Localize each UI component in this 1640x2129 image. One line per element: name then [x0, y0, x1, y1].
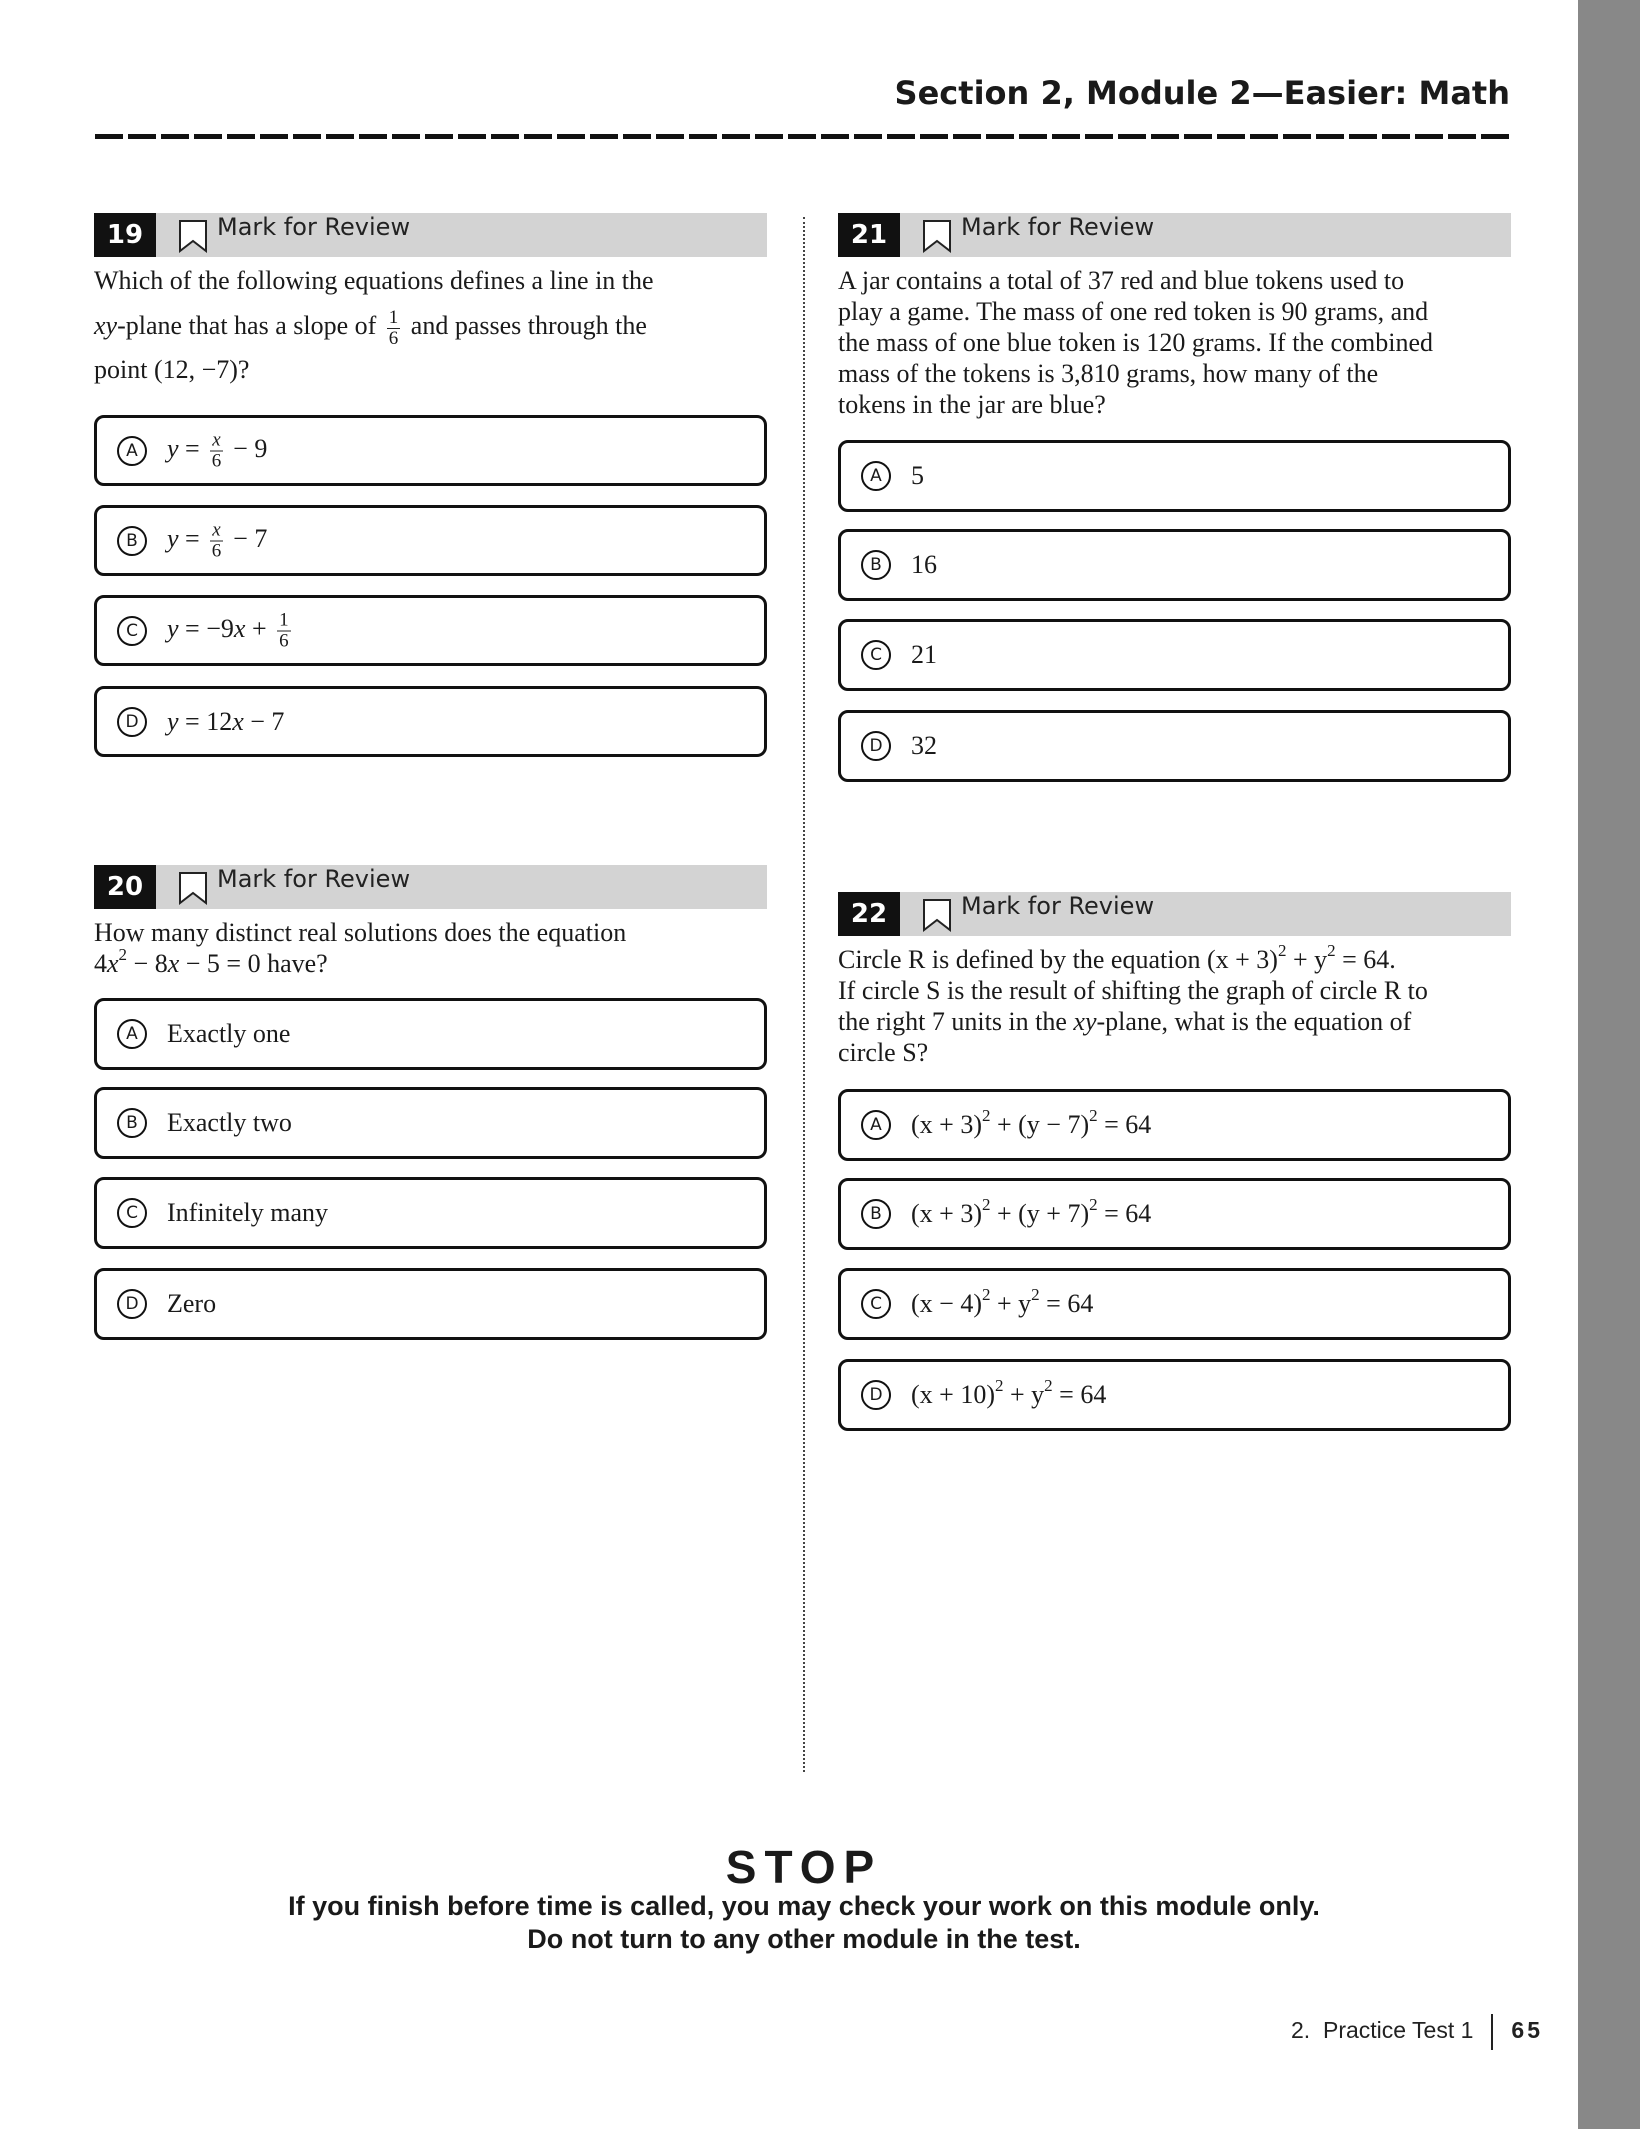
text: =: [185, 706, 200, 736]
math: + (y + 7): [996, 1199, 1090, 1228]
answer-option-A[interactable]: [94, 998, 767, 1070]
stop-heading: STOP: [725, 1841, 883, 1893]
fraction: [210, 520, 222, 561]
text: +: [251, 613, 267, 643]
exponent: 2: [981, 1106, 991, 1125]
numerator: 1: [279, 609, 289, 630]
math: (x − 4): [911, 1289, 982, 1318]
fraction: [210, 430, 222, 471]
question-text-22: [838, 941, 1428, 1068]
text: Circle R is defined by the equation: [838, 945, 1201, 974]
option-letter: D: [861, 1380, 891, 1410]
answer-option-A[interactable]: [838, 1089, 1511, 1161]
text: -plane, what is the equation of: [1096, 1007, 1412, 1036]
question-number: 20: [94, 865, 156, 909]
bookmark-icon[interactable]: [922, 898, 952, 932]
math: (x + 3): [911, 1110, 982, 1139]
question-line: circle S?: [838, 1038, 929, 1067]
answer-option-C[interactable]: [838, 619, 1511, 691]
math-var: xy: [94, 311, 118, 340]
option-letter: C: [861, 1289, 891, 1319]
page-number: 65: [1511, 2017, 1543, 2044]
option-text: [911, 1106, 1152, 1140]
math-var: y: [167, 613, 179, 643]
fraction: [387, 308, 401, 349]
question-text-21: [838, 265, 1433, 420]
answer-option-C[interactable]: [94, 1177, 767, 1249]
math-var: y: [167, 433, 179, 463]
text: and passes through the: [410, 311, 647, 340]
header-dashed-rule: [95, 134, 1510, 139]
footer-separator: [1491, 2014, 1493, 2050]
text: − 9: [233, 433, 268, 463]
bookmark-icon[interactable]: [178, 219, 208, 253]
option-text: 21: [911, 640, 937, 669]
option-text: [167, 430, 267, 471]
question-line: [838, 1006, 1428, 1037]
option-letter: C: [117, 1198, 147, 1228]
math: (x + 3): [1206, 945, 1278, 974]
exponent: 2: [1327, 941, 1336, 960]
math-var: x: [107, 949, 119, 978]
option-text: [911, 1376, 1107, 1410]
option-text: [167, 707, 284, 737]
answer-option-B[interactable]: [838, 529, 1511, 601]
answer-option-A[interactable]: [838, 440, 1511, 512]
math-var: x: [167, 949, 180, 978]
option-text: Exactly one: [167, 1019, 291, 1048]
question-header-20: [94, 865, 767, 909]
numerator: 1: [388, 306, 399, 328]
bookmark-icon[interactable]: [922, 219, 952, 253]
math: + y: [1292, 945, 1328, 974]
math-var: x: [232, 706, 244, 736]
answer-option-A[interactable]: [94, 415, 767, 486]
mark-for-review-button[interactable]: Mark for Review: [217, 865, 411, 893]
text: =: [185, 523, 200, 553]
exponent: 2: [1044, 1376, 1053, 1395]
option-text: 32: [911, 731, 937, 760]
question-line: play a game. The mass of one red token is 90 grams, and: [838, 297, 1429, 326]
text: the right 7 units in the: [838, 1007, 1067, 1036]
math: + (y − 7): [996, 1110, 1090, 1139]
question-line: [94, 306, 654, 349]
exponent: 2: [994, 1376, 1004, 1395]
option-text: Zero: [167, 1289, 217, 1318]
question-number: 22: [838, 892, 900, 936]
text: =: [185, 433, 200, 463]
text: − 8: [133, 949, 168, 978]
question-header-21: [838, 213, 1511, 257]
question-number: 19: [94, 213, 156, 257]
text: 12: [206, 706, 233, 736]
numerator: x: [212, 519, 221, 540]
text: − 5 = 0 have?: [185, 949, 328, 978]
chapter-label: 2. Practice Test 1: [1291, 2017, 1474, 2044]
question-line: the mass of one blue token is 120 grams. If the combined: [838, 328, 1433, 357]
page-edge-bar: [1578, 0, 1640, 2129]
answer-option-C[interactable]: [838, 1268, 1511, 1340]
answer-option-D[interactable]: [838, 710, 1511, 782]
option-letter: A: [861, 461, 891, 491]
math: = 64: [1104, 1199, 1152, 1228]
question-line: How many distinct real solutions does the equation: [94, 918, 627, 947]
exponent: 2: [1089, 1106, 1098, 1125]
denominator: 6: [211, 450, 222, 471]
option-letter: C: [861, 640, 891, 670]
question-line: point (12, −7)?: [94, 355, 250, 384]
column-divider: [803, 217, 805, 1772]
option-text: Infinitely many: [167, 1198, 329, 1227]
question-line: tokens in the jar are blue?: [838, 390, 1106, 419]
text: − 7: [250, 706, 285, 736]
question-text-20: [94, 917, 626, 979]
option-letter: A: [117, 436, 147, 466]
answer-option-B[interactable]: [94, 1087, 767, 1159]
exponent: 2: [981, 1195, 991, 1214]
answer-option-D[interactable]: [94, 686, 767, 757]
math: (x + 3): [911, 1199, 982, 1228]
page-footer: [1291, 2014, 1543, 2050]
answer-option-D[interactable]: [838, 1359, 1511, 1431]
option-letter: B: [861, 1199, 891, 1229]
answer-option-B[interactable]: [838, 1178, 1511, 1250]
math-var: y: [167, 706, 179, 736]
exponent: 2: [981, 1285, 991, 1304]
math: = 64: [1059, 1380, 1107, 1409]
math-var: xy: [1073, 1007, 1097, 1036]
option-text: [167, 520, 267, 561]
math: = 64: [1104, 1110, 1152, 1139]
text: −9: [206, 613, 234, 643]
answer-option-D[interactable]: [94, 1268, 767, 1340]
mark-for-review-button[interactable]: Mark for Review: [961, 892, 1155, 920]
denominator: 6: [211, 540, 222, 561]
exponent: 2: [1031, 1285, 1040, 1304]
option-text: 16: [911, 550, 937, 579]
math: (x + 10): [911, 1380, 995, 1409]
question-line: [838, 941, 1428, 975]
option-letter: D: [861, 731, 891, 761]
option-text: 5: [911, 461, 924, 490]
option-letter: A: [117, 1019, 147, 1049]
question-header-19: [94, 213, 767, 257]
math: + y: [1009, 1380, 1045, 1409]
option-text: [911, 1195, 1152, 1229]
math-var: x: [233, 613, 246, 643]
exponent: 2: [118, 945, 128, 964]
numerator: x: [212, 429, 221, 450]
answer-option-B[interactable]: [94, 505, 767, 576]
stop-instruction: Do not turn to any other module in the test.: [527, 1924, 1081, 1954]
option-letter: A: [861, 1110, 891, 1140]
text: =: [185, 613, 200, 643]
answer-option-C[interactable]: [94, 595, 767, 666]
bookmark-icon[interactable]: [178, 871, 208, 905]
exponent: 2: [1089, 1195, 1098, 1214]
option-letter: B: [861, 550, 891, 580]
question-text-19: [94, 265, 654, 385]
exponent: 2: [1277, 941, 1287, 960]
section-title: Section 2, Module 2—Easier: Math: [894, 74, 1510, 112]
option-letter: C: [117, 616, 147, 646]
text: − 7: [233, 523, 268, 553]
text: 4: [94, 949, 107, 978]
option-text: [911, 1285, 1094, 1319]
stop-instruction: If you finish before time is called, you may check your work on this module only.: [288, 1891, 1320, 1921]
text: -plane that has a slope of: [117, 311, 377, 340]
mark-for-review-button[interactable]: Mark for Review: [961, 213, 1155, 241]
option-letter: B: [117, 526, 147, 556]
math: = 64: [1046, 1289, 1094, 1318]
question-line: If circle S is the result of shifting the graph of circle R to: [838, 976, 1428, 1005]
math-var: y: [167, 523, 179, 553]
option-text: [167, 610, 295, 651]
math: + y: [996, 1289, 1032, 1318]
option-letter: D: [117, 707, 147, 737]
question-number: 21: [838, 213, 900, 257]
denominator: 6: [388, 327, 399, 349]
denominator: 6: [279, 630, 289, 651]
question-line: Which of the following equations defines a line in the: [94, 266, 654, 295]
question-line: [94, 945, 626, 979]
fraction: [277, 610, 291, 651]
option-text: Exactly two: [167, 1108, 292, 1137]
question-line: mass of the tokens is 3,810 grams, how many of the: [838, 359, 1379, 388]
option-letter: B: [117, 1108, 147, 1138]
option-letter: D: [117, 1289, 147, 1319]
question-line: A jar contains a total of 37 red and blue tokens used to: [838, 266, 1405, 295]
mark-for-review-button[interactable]: Mark for Review: [217, 213, 411, 241]
question-header-22: [838, 892, 1511, 936]
math: = 64.: [1342, 945, 1396, 974]
